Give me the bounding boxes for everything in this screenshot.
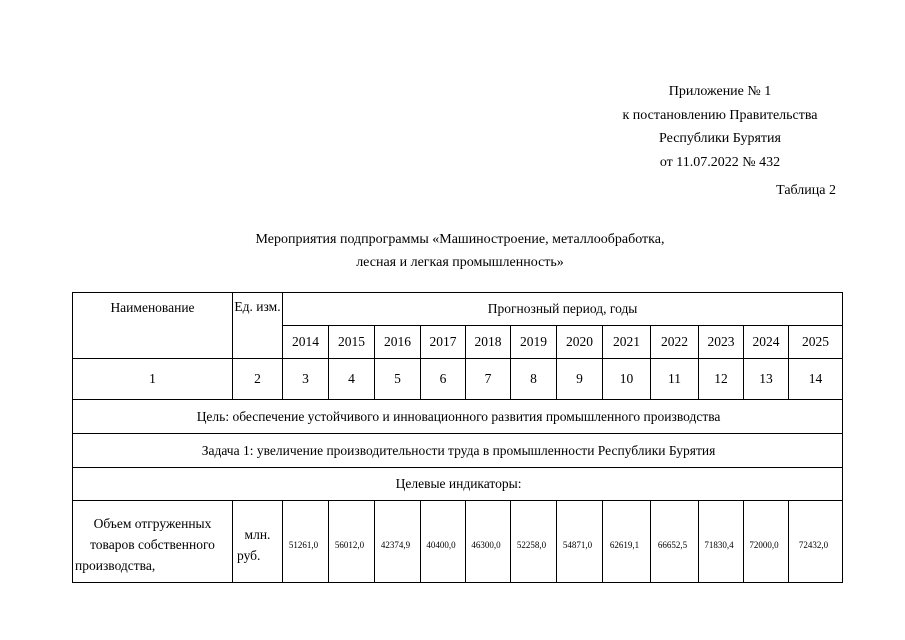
header-row — [73, 293, 843, 326]
column-number-cell: 6 — [421, 359, 466, 400]
column-number-cell: 9 — [557, 359, 603, 400]
appendix-line-1: Приложение № 1 — [668, 84, 772, 99]
year-cell: 2024 — [744, 326, 789, 359]
year-cell: 2016 — [375, 326, 421, 359]
year-cell: 2020 — [557, 326, 603, 359]
appendix-line-3: Республики Бурятия — [659, 131, 781, 146]
year-cell: 2015 — [329, 326, 375, 359]
appendix-line-4: от 11.07.2022 № 432 — [659, 154, 781, 170]
task-text: Задача 1: увеличение производительности труда в промышленности Республики Бурятия — [73, 434, 843, 468]
column-number-cell: 1 — [73, 359, 233, 400]
document-title — [190, 229, 730, 274]
year-cell: 2021 — [603, 326, 651, 359]
column-number-cell: 3 — [283, 359, 329, 400]
column-numbers-row — [73, 359, 843, 400]
appendix-header — [585, 80, 855, 174]
year-cell: 2022 — [651, 326, 699, 359]
year-cell: 2025 — [789, 326, 843, 359]
column-number-cell: 11 — [651, 359, 699, 400]
year-cell: 2019 — [511, 326, 557, 359]
indicator-value: 62619,1 — [603, 501, 651, 583]
indicator-unit: млн. руб. — [233, 501, 283, 583]
column-number-cell: 13 — [744, 359, 789, 400]
indicators-label-row — [73, 468, 843, 501]
table-number: Таблица 2 — [776, 183, 836, 198]
indicator-value: 40400,0 — [421, 501, 466, 583]
column-number-cell: 8 — [511, 359, 557, 400]
column-number-cell: 14 — [789, 359, 843, 400]
column-number-cell: 7 — [466, 359, 511, 400]
document-title-line-1: Мероприятия подпрограммы «Машиностроение, металлообработка, — [255, 232, 665, 247]
indicator-value: 42374,9 — [375, 501, 421, 583]
header-period: Прогнозный период, годы — [283, 293, 843, 326]
column-number-cell: 12 — [699, 359, 744, 400]
header-unit: Ед. изм. — [233, 293, 283, 359]
indicator-value: 54871,0 — [557, 501, 603, 583]
indicator-value: 46300,0 — [466, 501, 511, 583]
measures-table — [72, 292, 843, 583]
indicator-value: 72000,0 — [744, 501, 789, 583]
year-cell: 2018 — [466, 326, 511, 359]
year-cell: 2023 — [699, 326, 744, 359]
goal-text: Цель: обеспечение устойчивого и инновационного развития промышленного производства — [73, 400, 843, 434]
indicator-value: 56012,0 — [329, 501, 375, 583]
indicator-value: 71830,4 — [699, 501, 744, 583]
indicators-label: Целевые индикаторы: — [73, 468, 843, 501]
document-title-line-2: лесная и легкая промышленность» — [356, 254, 564, 270]
appendix-line-2: к постановлению Правительства — [622, 107, 818, 123]
indicator-value: 52258,0 — [511, 501, 557, 583]
goal-row — [73, 400, 843, 434]
indicator-name: Объем отгруженных товаров собственного производства, — [73, 501, 233, 583]
column-number-cell: 4 — [329, 359, 375, 400]
indicator-value: 66652,5 — [651, 501, 699, 583]
column-number-cell: 5 — [375, 359, 421, 400]
column-number-cell: 2 — [233, 359, 283, 400]
year-cell: 2017 — [421, 326, 466, 359]
indicator-row — [73, 501, 843, 583]
column-number-cell: 10 — [603, 359, 651, 400]
indicator-value: 51261,0 — [283, 501, 329, 583]
header-name: Наименование — [73, 293, 233, 359]
indicator-value: 72432,0 — [789, 501, 843, 583]
year-cell: 2014 — [283, 326, 329, 359]
task-row — [73, 434, 843, 468]
